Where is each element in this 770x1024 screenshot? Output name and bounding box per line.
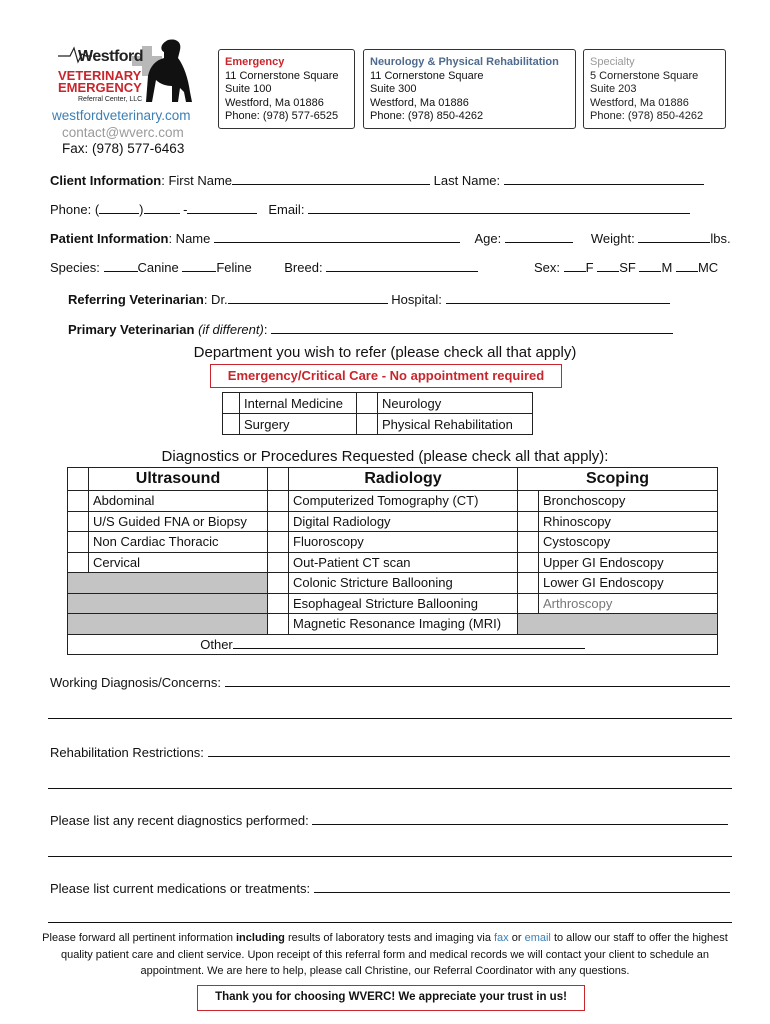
footer-text-2: results of laboratory tests and imaging via [284,932,494,944]
contact-email-link[interactable]: contact@wverc.com [62,125,184,140]
location-neurology [363,49,576,129]
table-row [223,414,533,435]
lower-gi-label: Lower GI Endoscopy [539,573,718,594]
sex-mc-field[interactable] [676,259,698,272]
sex-m-label: M [661,260,673,275]
header-spacer [268,468,289,491]
logo-emergency: EMERGENCY [58,80,142,95]
referring-vet-row [68,291,670,307]
feline-label: Feline [216,260,252,275]
upper-gi-checkbox[interactable] [518,552,539,573]
empty-gray-cell [68,573,268,594]
lower-gi-checkbox[interactable] [518,573,539,594]
location-city: Westford, Ma 01886 [590,96,689,109]
sex-row [534,259,718,275]
weight-field[interactable] [638,230,710,243]
abdominal-label: Abdominal [89,491,268,512]
patient-info-heading: Patient Information [50,231,169,246]
location-city: Westford, Ma 01886 [370,96,469,109]
first-name-field[interactable] [232,172,430,185]
ct-checkbox[interactable] [268,491,289,512]
location-emergency [218,49,355,129]
recent-diagnostics-field[interactable] [312,812,728,825]
patient-name-field[interactable] [214,230,460,243]
phone-area-field[interactable] [99,201,139,214]
canine-check-field[interactable] [104,259,138,272]
other-label: Other [200,637,233,653]
cervical-label: Cervical [89,552,268,573]
canine-label: Canine [137,260,179,275]
neurology-checkbox[interactable] [357,393,378,414]
location-address: 5 Cornerstone Square [590,69,699,82]
table-row [68,491,718,512]
recent-diagnostics-row [50,812,728,828]
diagnostics-title: Diagnostics or Procedures Requested (please check all that apply): [161,448,609,465]
radiology-header: Radiology [289,468,518,491]
rehab-restrictions-line-2[interactable] [48,788,732,789]
website-link[interactable]: westfordveterinary.com [52,108,191,123]
esophageal-ballooning-checkbox[interactable] [268,593,289,614]
department-title: Department you wish to refer (please check all that apply) [193,344,577,361]
hospital-label: Hospital: [391,292,442,307]
colonic-ballooning-label: Colonic Stricture Ballooning [289,573,518,594]
cystoscopy-label: Cystoscopy [539,532,718,553]
primary-vet-field[interactable] [271,321,673,334]
physical-rehab-checkbox[interactable] [357,414,378,435]
thank-you-box: Thank you for choosing WVERC! We appreciate your trust in us! [197,985,585,1011]
internal-medicine-label: Internal Medicine [240,393,357,414]
working-diagnosis-label: Working Diagnosis/Concerns: [50,675,221,690]
location-suite: Suite 100 [225,83,272,95]
fluoroscopy-label: Fluoroscopy [289,532,518,553]
location-title: Emergency [225,56,285,68]
primary-vet-colon: : [263,322,268,337]
bronchoscopy-label: Bronchoscopy [539,491,718,512]
table-header-row [68,468,718,491]
table-row [68,511,718,532]
last-name-label: Last Name: [433,173,501,188]
sex-m-field[interactable] [639,259,661,272]
working-diagnosis-field[interactable] [225,674,730,687]
breed-label: Breed: [284,260,323,275]
species-label: Species: [50,260,100,275]
table-row [68,634,718,655]
physical-rehab-label: Physical Rehabilitation [378,414,533,435]
table-row [68,614,718,635]
medications-line-2[interactable] [48,922,732,923]
phone-row [50,201,690,217]
diagnostics-table [67,467,718,655]
table-row [68,552,718,573]
logo-veterinary: VETERINARY [58,68,142,83]
other-field[interactable] [233,636,585,649]
arthroscopy-label: Arthroscopy [539,593,718,614]
cystoscopy-checkbox[interactable] [518,532,539,553]
working-diagnosis-line-2[interactable] [48,718,732,719]
outpatient-ct-checkbox[interactable] [268,552,289,573]
email-link[interactable]: email [524,932,551,944]
sex-sf-field[interactable] [597,259,619,272]
non-cardiac-thoracic-label: Non Cardiac Thoracic [89,532,268,553]
dr-label: : Dr. [203,292,228,307]
cervical-checkbox[interactable] [68,552,89,573]
phone-close-paren: ) [139,202,144,217]
abdominal-checkbox[interactable] [68,491,89,512]
empty-gray-cell [68,614,268,635]
bronchoscopy-checkbox[interactable] [518,491,539,512]
phone-prefix-field[interactable] [144,201,180,214]
referring-vet-field[interactable] [228,291,388,304]
rehab-restrictions-row [50,744,730,760]
outpatient-ct-label: Out-Patient CT scan [289,552,518,573]
logo-veterinary-emergency [58,70,142,94]
species-row [50,259,478,275]
hospital-field[interactable] [446,291,670,304]
medications-label: Please list current medications or treatments: [50,881,311,896]
fax-number: Fax: (978) 577-6463 [62,141,185,156]
footer-instructions [40,930,730,980]
location-phone: Phone: (978) 577-6525 [225,110,339,122]
phone-line-field[interactable] [187,201,257,214]
esophageal-ballooning-label: Esophageal Stricture Ballooning [289,593,518,614]
logo-referral-center: Referral Center, LLC [78,96,143,103]
header-spacer [68,468,89,491]
location-title: Specialty [590,56,635,68]
footer-including: including [236,932,285,944]
working-diagnosis-row [50,674,730,690]
phone-dash: - [183,202,188,217]
footer-text-3: to allow our staff to offer the highest quality patient care and client service. Upon receipt of this referral form and medical records we will contact your client to schedule an appointment. We are here to help, please call Christine, our Referral Coordinator with any questions. [60,932,728,977]
client-info-heading: Client Information [50,173,162,188]
email-label: Email: [268,202,305,217]
rhinoscopy-label: Rhinoscopy [539,511,718,532]
location-phone: Phone: (978) 850-4262 [590,110,704,122]
digital-radiology-checkbox[interactable] [268,511,289,532]
recent-diagnostics-label: Please list any recent diagnostics performed: [50,813,309,828]
patient-name-label: : Name [168,231,211,246]
rehab-restrictions-label: Rehabilitation Restrictions: [50,745,204,760]
location-specialty [583,49,726,129]
logo-westford: Westford [78,48,144,65]
department-table [222,392,533,435]
neurology-label: Neurology [378,393,533,414]
ultrasound-header: Ultrasound [89,468,268,491]
emergency-critical-care-notice: Emergency/Critical Care - No appointment required [210,364,562,388]
surgery-label: Surgery [240,414,357,435]
rhinoscopy-checkbox[interactable] [518,511,539,532]
sex-sf-label: SF [619,260,636,275]
if-different-note: (if different) [198,322,264,337]
sex-f-field[interactable] [564,259,586,272]
sex-f-label: F [585,260,594,275]
table-row [223,393,533,414]
location-title: Neurology & Physical Rehabilitation [370,56,559,68]
age-field[interactable] [505,230,573,243]
location-suite: Suite 203 [590,83,637,95]
location-address: 11 Cornerstone Square [225,69,339,82]
fna-biopsy-label: U/S Guided FNA or Biopsy [89,511,268,532]
location-phone: Phone: (978) 850-4262 [370,110,484,122]
email-field[interactable] [308,201,690,214]
medications-row [50,880,730,896]
fna-biopsy-checkbox[interactable] [68,511,89,532]
sex-label: Sex: [534,260,561,275]
primary-vet-row [68,321,673,337]
colonic-ballooning-checkbox[interactable] [268,573,289,594]
patient-info-row [50,230,731,246]
table-row [68,593,718,614]
internal-medicine-checkbox[interactable] [223,393,240,414]
weight-label: Weight: [590,231,635,246]
ct-label: Computerized Tomography (CT) [289,491,518,512]
recent-diagnostics-line-2[interactable] [48,856,732,857]
age-label: Age: [474,231,502,246]
primary-vet-heading: Primary Veterinarian [68,322,195,337]
location-city: Westford, Ma 01886 [225,96,324,109]
arthroscopy-checkbox[interactable] [518,593,539,614]
mri-checkbox[interactable] [268,614,289,635]
client-info-row [50,172,704,188]
digital-radiology-label: Digital Radiology [289,511,518,532]
sex-mc-label: MC [697,260,719,275]
last-name-field[interactable] [504,172,704,185]
fluoroscopy-checkbox[interactable] [268,532,289,553]
table-row [68,573,718,594]
empty-gray-cell [68,593,268,614]
feline-check-field[interactable] [182,259,216,272]
empty-gray-cell [518,614,718,635]
upper-gi-label: Upper GI Endoscopy [539,552,718,573]
non-cardiac-thoracic-checkbox[interactable] [68,532,89,553]
medications-field[interactable] [314,880,730,893]
scoping-header: Scoping [518,468,718,491]
location-address: 11 Cornerstone Square [370,69,484,82]
lbs-label: lbs. [710,231,731,246]
other-row [68,634,718,655]
fax-link[interactable]: fax [494,932,509,944]
phone-label: Phone: ( [50,202,100,217]
footer-text-1: Please forward all pertinent information [42,932,236,944]
rehab-restrictions-field[interactable] [208,744,730,757]
location-suite: Suite 300 [370,83,417,95]
surgery-checkbox[interactable] [223,414,240,435]
first-name-label: : First Name [161,173,233,188]
breed-field[interactable] [326,259,478,272]
footer-or: or [508,932,525,944]
referring-vet-heading: Referring Veterinarian [68,292,204,307]
table-row [68,532,718,553]
mri-label: Magnetic Resonance Imaging (MRI) [289,614,518,635]
